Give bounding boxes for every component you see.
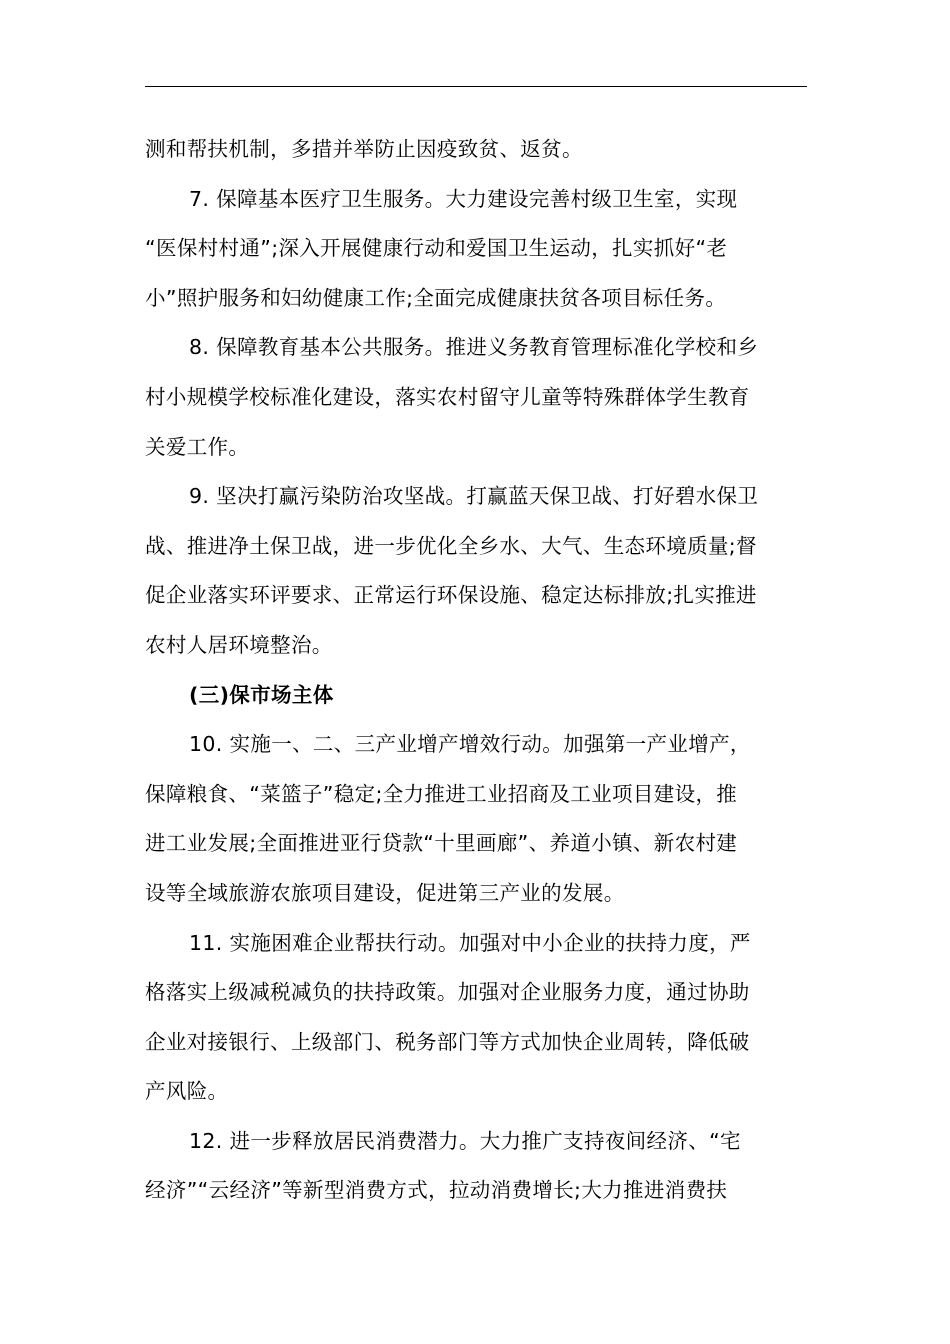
text-line: 产风险。 <box>145 1079 229 1104</box>
text-line: 10. 实施一、二、三产业增产增效行动。加强第一产业增产， <box>189 732 751 757</box>
text-line: 小”照护服务和妇幼健康工作;全面完成健康扶贫各项目标任务。 <box>145 285 727 310</box>
text-line: 关爱工作。 <box>145 434 250 459</box>
text-line: 进工业发展;全面推进亚行贷款“十里画廊”、养道小镇、新农村建 <box>145 831 738 856</box>
text-line: 农村人居环境整治。 <box>145 632 333 657</box>
text-line: 8. 保障教育基本公共服务。推进义务教育管理标准化学校和乡 <box>189 335 759 360</box>
text-line: 企业对接银行、上级部门、税务部门等方式加快企业周转，降低破 <box>145 1029 750 1054</box>
text-line: 12. 进一步释放居民消费潜力。大力推广支持夜间经济、“宅 <box>189 1128 741 1153</box>
text-line: 促企业落实环评要求、正常运行环保设施、稳定达标排放;扎实推进 <box>145 583 757 608</box>
text-line: 战、推进净土保卫战，进一步优化全乡水、大气、生态环境质量;督 <box>145 533 757 558</box>
text-line: 村小规模学校标准化建设，落实农村留守儿童等特殊群体学生教育 <box>145 384 750 409</box>
text-line: 设等全域旅游农旅项目建设，促进第三产业的发展。 <box>145 880 625 905</box>
text-line: 格落实上级减税减负的扶持政策。加强对企业服务力度，通过协助 <box>145 980 750 1005</box>
header-rule <box>145 86 807 87</box>
text-line: “医保村村通”;深入开展健康行动和爱国卫生运动，扎实抓好“老 <box>145 236 728 261</box>
text-line: 保障粮食、“菜篮子”稳定;全力推进工业招商及工业项目建设，推 <box>145 781 738 806</box>
text-line: 9. 坚决打赢污染防治攻坚战。打赢蓝天保卫战、打好碧水保卫 <box>189 484 759 509</box>
document-body <box>145 125 807 1216</box>
text-line: 经济”“云经济”等新型消费方式，拉动消费增长;大力推进消费扶 <box>145 1178 728 1203</box>
text-line: 测和帮扶机制，多措并举防止因疫致贫、返贫。 <box>145 137 583 161</box>
text-line: 7. 保障基本医疗卫生服务。大力建设完善村级卫生室，实现 <box>189 186 738 211</box>
text-line: 11. 实施困难企业帮扶行动。加强对中小企业的扶持力度，严 <box>189 930 751 955</box>
section-heading: (三)保市场主体 <box>189 682 334 707</box>
